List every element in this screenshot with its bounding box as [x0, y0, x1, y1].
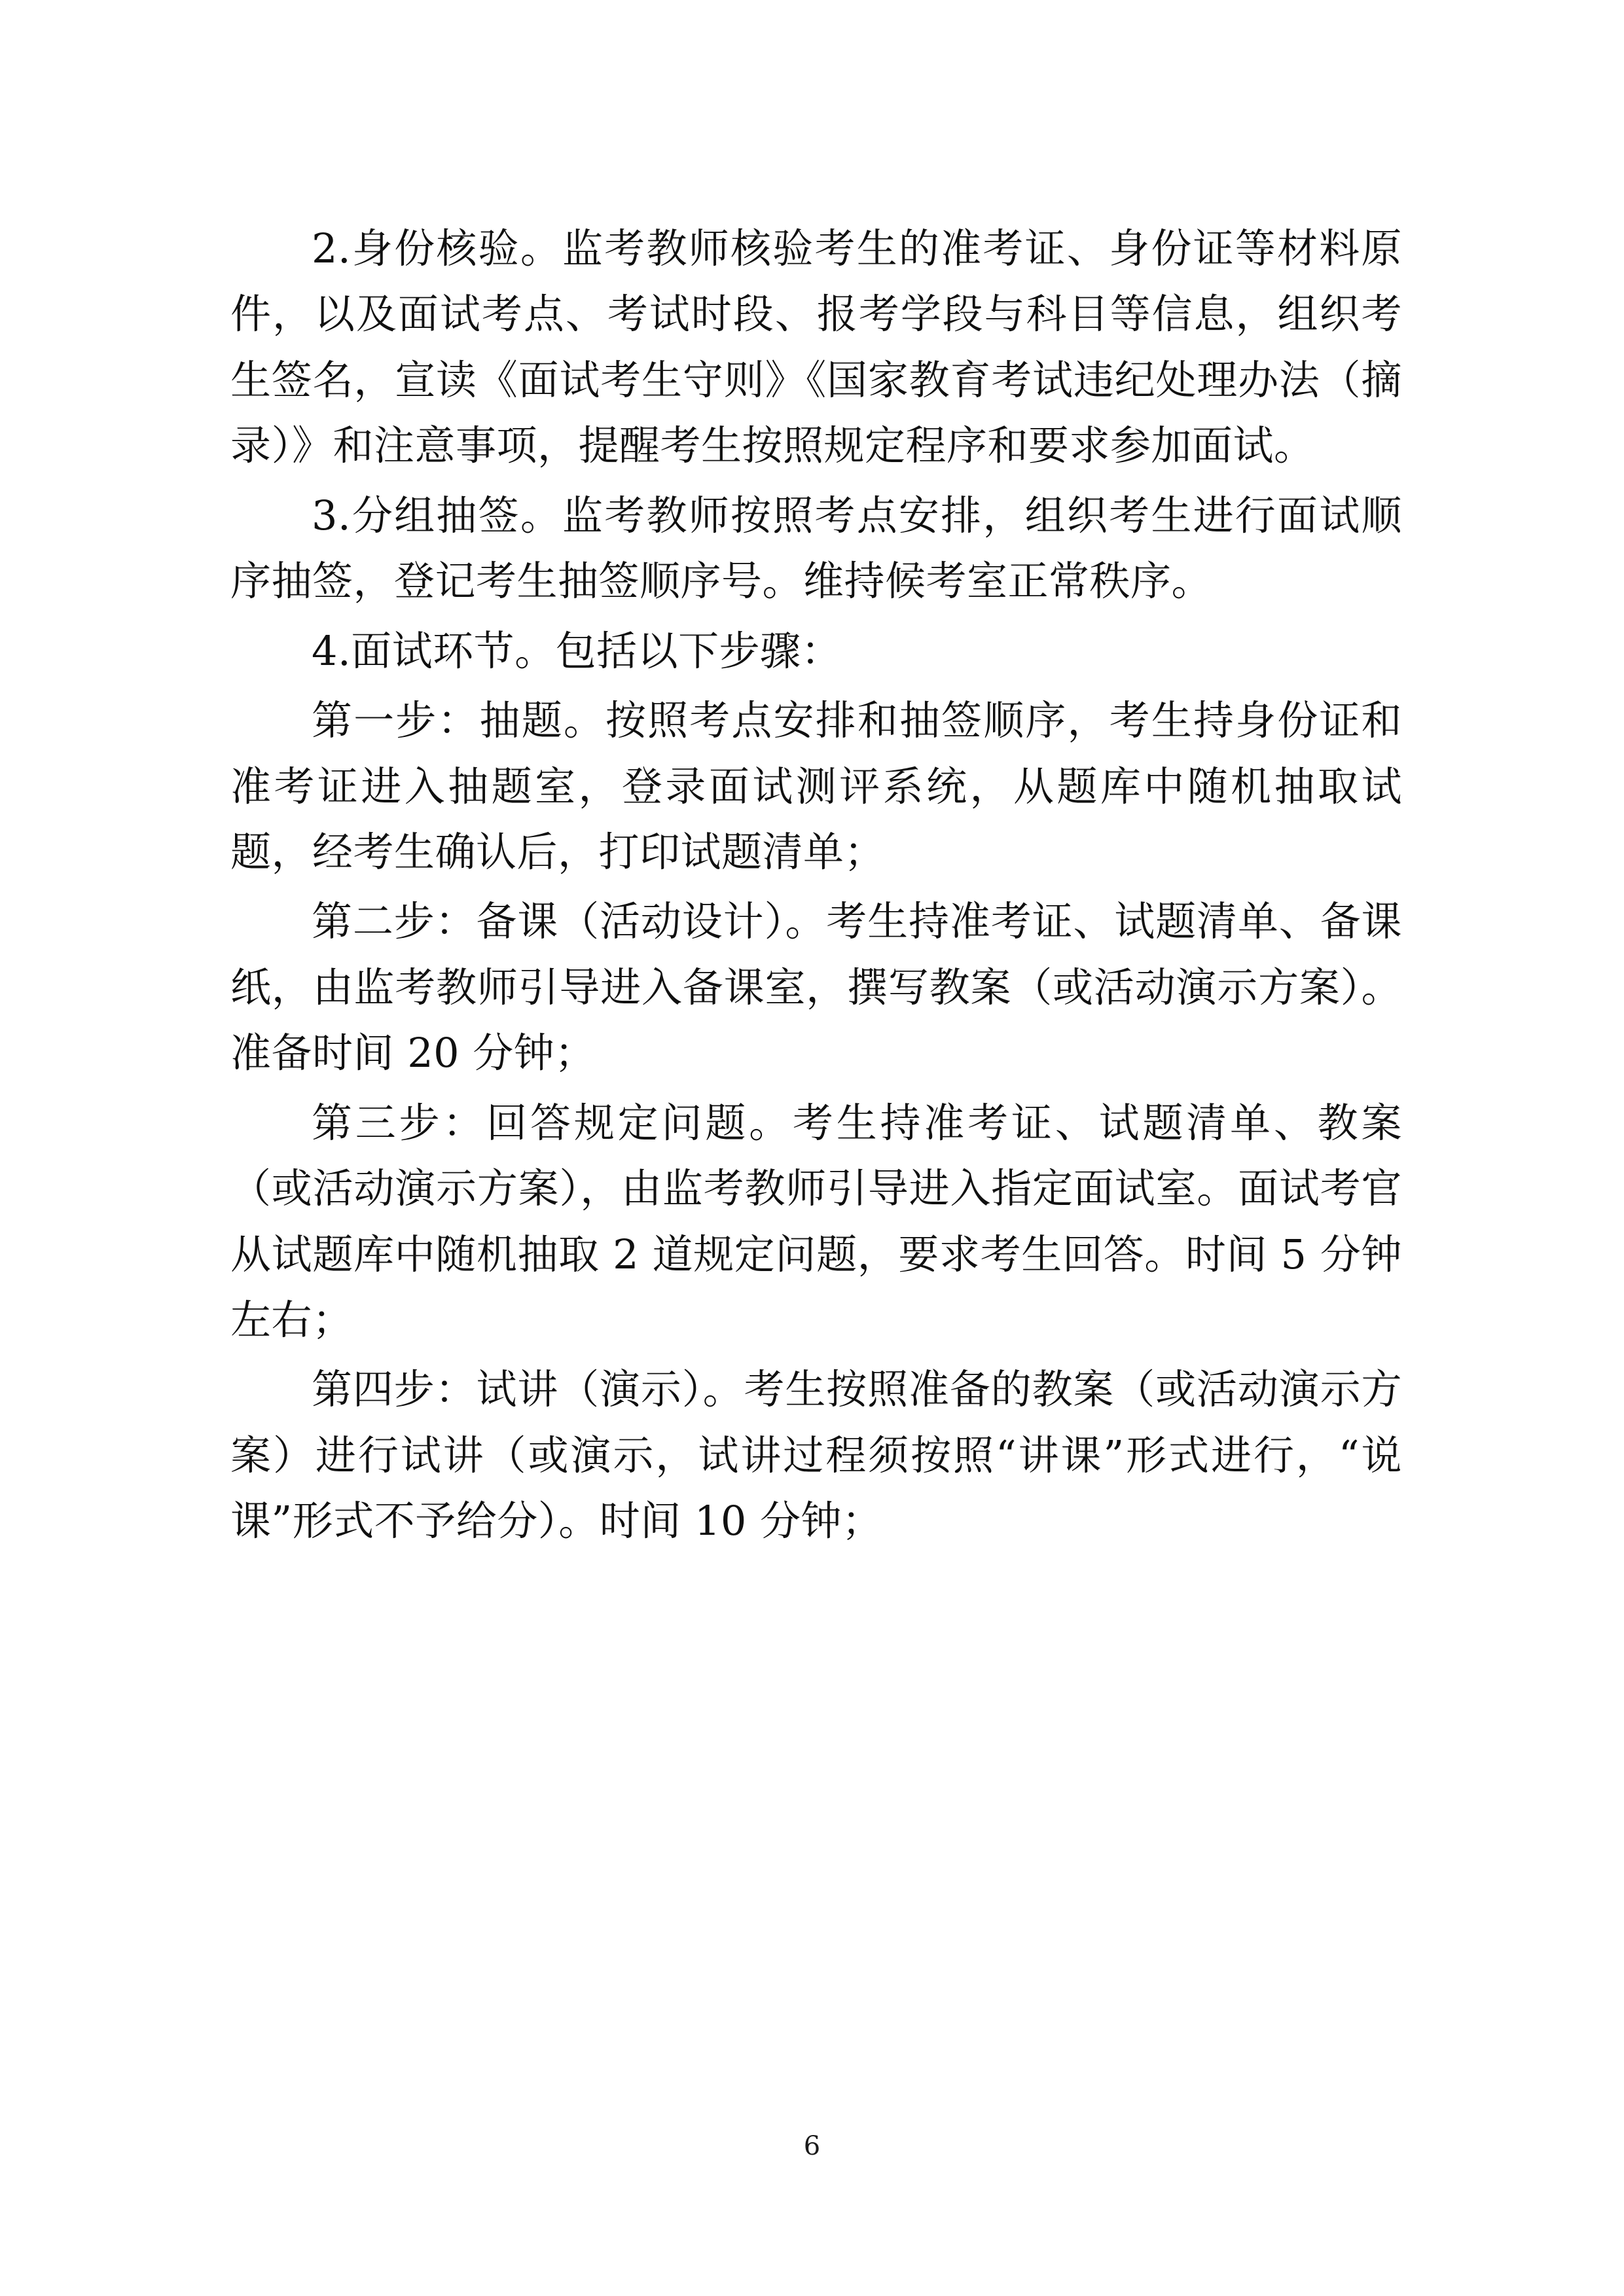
page-number: 6 — [803, 2131, 821, 2161]
paragraph: 第三步：回答规定问题。考生持准考证、试题清单、教案（或活动演示方案），由监考教师引导进入指定面试室。面试考官从试题库中随机抽取 2 道规定问题，要求考生回答。时间 5 分钟左右； — [230, 1098, 1402, 1344]
paragraph: 第四步：试讲（演示）。考生按照准备的教案（或活动演示方案）进行试讲（或演示，试讲过程须按照“讲课”形式进行，“说课”形式不予给分）。时间 10 分钟； — [230, 1365, 1402, 1545]
paragraph: 2.身份核验。监考教师核验考生的准考证、身份证等材料原件，以及面试考点、考试时段、报考学段与科目等信息，组织考生签名，宣读《面试考生守则》《国家教育考试违纪处理办法（摘录）》和注意事项，提醒考生按照规定程序和要求参加面试。 — [230, 224, 1402, 470]
paragraph: 第一步：抽题。按照考点安排和抽签顺序，考生持身份证和准考证进入抽题室，登录面试测评系统，从题库中随机抽取试题，经考生确认后，打印试题清单； — [230, 696, 1402, 876]
document-body — [230, 216, 1402, 1558]
paragraph: 3.分组抽签。监考教师按照考点安排，组织考生进行面试顺序抽签，登记考生抽签顺序号。维持候考室正常秩序。 — [230, 491, 1402, 605]
paragraph: 4.面试环节。包括以下步骤： — [312, 626, 842, 675]
paragraph: 第二步：备课（活动设计）。考生持准考证、试题清单、备课纸，由监考教师引导进入备课室，撰写教案（或活动演示方案）。准备时间 20 分钟； — [230, 897, 1402, 1077]
